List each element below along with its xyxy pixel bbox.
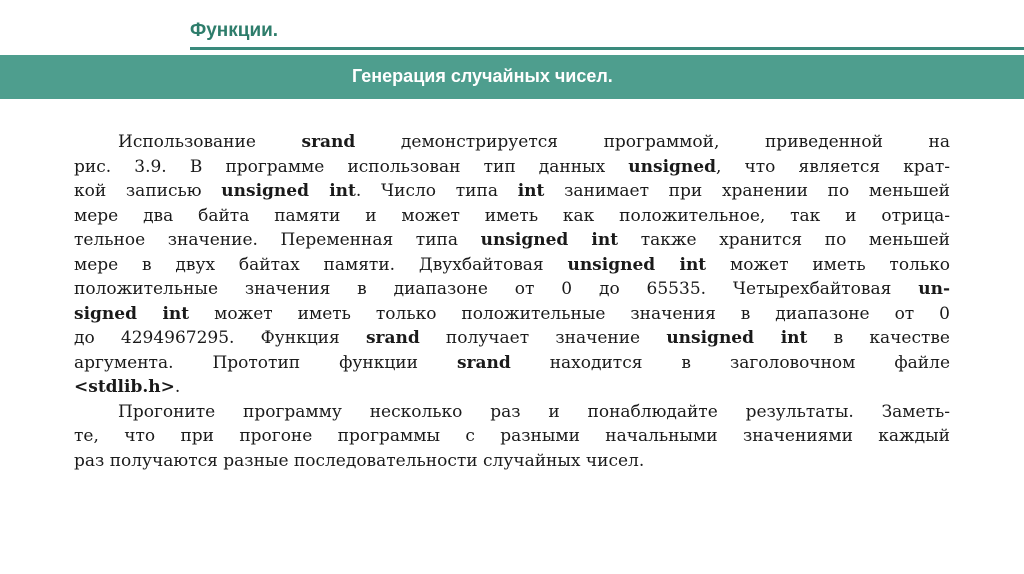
text-line [74,424,950,449]
text-run: получает значение [419,328,667,348]
text-run: находится в заголовочном файле [510,352,950,373]
text-run: может иметь только положительные значения в диапазоне от 0 [189,303,950,324]
text-run: мере в двух байтах памяти. Двухбайтовая [74,254,568,275]
text-run: тельное значение. Переменная типа [74,230,481,250]
text-run: рис. 3.9. В программе использован тип данных [74,156,629,177]
text-line [74,326,950,351]
text-run: в качестве [807,328,950,348]
text-line [74,375,950,400]
text-run: занимает при хранении по меньшей [544,181,951,201]
text-line [74,400,950,425]
text-run: раз получаются разные последовательности случайных чисел. [74,450,645,471]
text-run: . [174,377,181,397]
text-run: кой записью [74,181,222,201]
text-run: Использование [118,132,302,152]
text-line [74,351,950,376]
text-run: Прогоните программу несколько раз и понаблюдайте результаты. Заметь- [118,401,950,422]
text-line [74,130,950,155]
code-term: unsigned int [567,254,707,275]
text-run: также хранится по меньшей [618,230,950,250]
code-term: srand [365,328,420,348]
section-heading: Генерация случайных чисел. [352,66,613,86]
text-run: , что является крат- [716,156,950,177]
text-run: до 4294967295. Функция [74,328,366,348]
code-term: signed int [74,303,190,324]
text-run: может иметь только [706,254,950,275]
text-run: те, что при прогоне программы с разными начальными значениями каждый [74,426,950,446]
text-run: положительные значения в диапазоне от 0 до 65535. Четырехбайтовая [74,279,919,299]
text-line [74,253,950,278]
text-line [74,228,950,253]
text-run: . Число типа [355,181,518,201]
text-run: демонстрируется программой, приведенной на [355,132,950,152]
text-line [74,204,950,229]
text-line [74,302,950,327]
code-term: int [517,181,545,201]
slide-title: Функции. [190,20,279,41]
code-term: unsigned [628,156,716,177]
body-text [74,130,950,473]
text-run: аргумента. Прототип функции [74,352,457,373]
code-term: srand [301,132,356,152]
code-term: unsigned int [666,328,808,348]
code-term: unsigned int [480,230,619,250]
text-line [74,277,950,302]
text-line [74,155,950,180]
code-term: un- [918,279,950,299]
section-banner [0,55,1024,99]
code-term: <stdlib.h> [74,377,175,397]
text-line [74,179,950,204]
title-underline [190,47,1024,50]
text-run: мере два байта памяти и может иметь как положительное, так и отрица- [74,205,950,226]
text-line [74,449,950,474]
code-term: unsigned int [221,181,356,201]
code-term: srand [456,352,511,373]
